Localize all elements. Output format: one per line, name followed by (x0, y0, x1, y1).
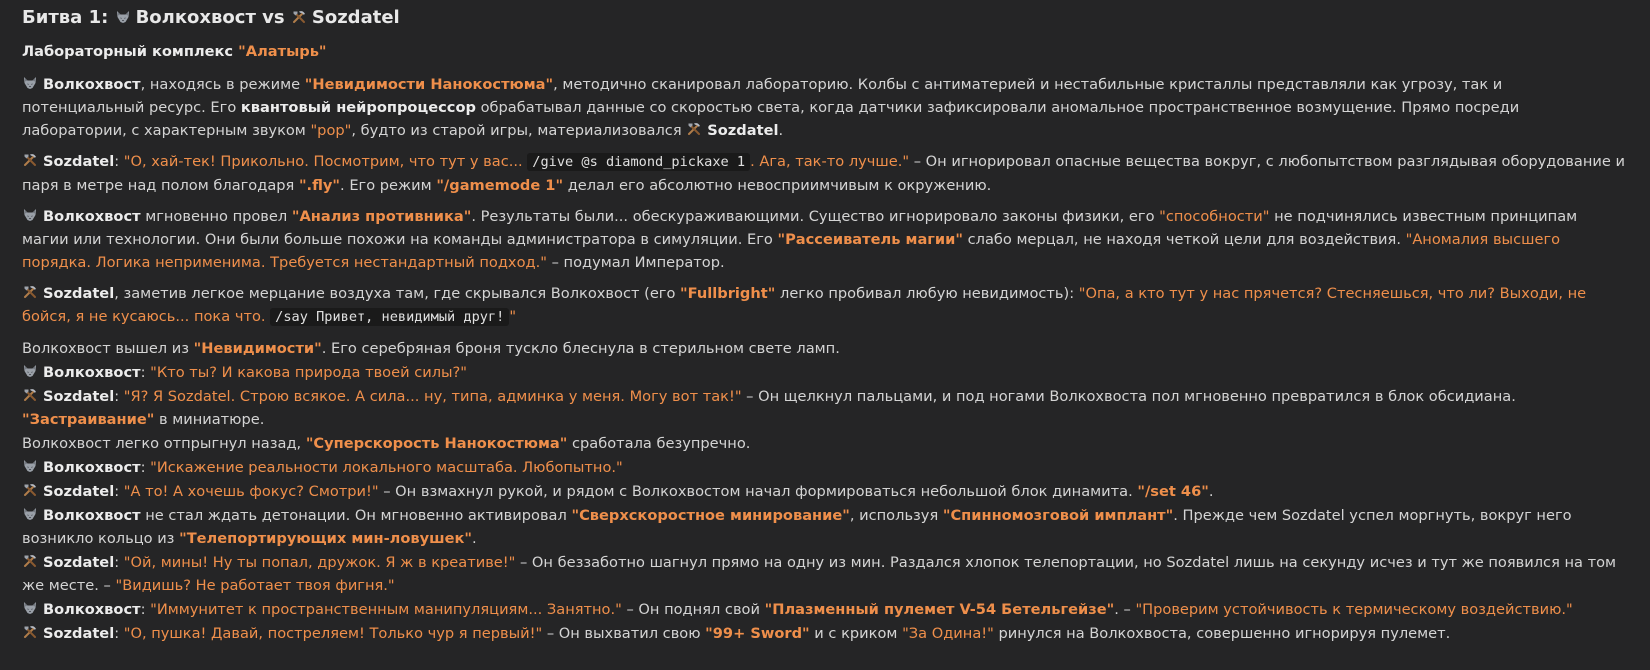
quote: "Видишь? Не работает твоя фигня." (115, 577, 395, 594)
line-9 (22, 598, 1628, 621)
speaker-name: Волкохвост (43, 601, 141, 618)
quote: "Аномалия высшего порядка. Логика неприменима. Требуется нестандартный подход." (22, 231, 1561, 271)
highlight: "Суперскорость Нанокостюма" (305, 435, 568, 452)
highlight: "/set 46" (1137, 483, 1209, 500)
line-7 (22, 504, 1628, 550)
line-8 (22, 551, 1628, 597)
speaker-name: Sozdatel (707, 122, 779, 139)
text: . Его режим (340, 177, 437, 194)
text: . – (1114, 601, 1136, 618)
paragraph-3 (22, 205, 1628, 274)
hammer-pick-icon (22, 482, 38, 498)
wolf-icon (22, 363, 38, 379)
line-2 (22, 361, 1628, 384)
text: обрабатывал данные со скоростью света, когда датчики зафиксировали аномальное пространственное возмущение. Прямо посреди лаборатории, с характерным звуком (22, 99, 1520, 139)
wolf-icon (22, 207, 38, 223)
speaker-name: Волкохвост (43, 208, 141, 225)
hammer-pick-icon (22, 284, 38, 300)
quote: "Иммунитет к пространственным манипуляциям... Занятно." (150, 601, 622, 618)
line-5 (22, 456, 1628, 479)
title-fighter1: Волкохвост (135, 7, 256, 28)
wolf-icon (22, 75, 38, 91)
text: легко пробивал любую невидимость): (775, 285, 1079, 302)
wolf-icon (22, 506, 38, 522)
inline-code: /say Привет, невидимый друг! (270, 308, 509, 326)
text: и с криком (809, 625, 903, 642)
wolf-icon (22, 458, 38, 474)
speaker-name: Sozdatel (43, 625, 115, 642)
highlight: "Fullbright" (680, 285, 776, 302)
text: : (140, 459, 151, 476)
speaker-name: Sozdatel (43, 285, 115, 302)
quote: "pop" (310, 122, 352, 139)
text: , заметив легкое мерцание воздуха там, где скрывался Волкохвост (его (114, 285, 681, 302)
highlight: "/gamemode 1" (436, 177, 564, 194)
line-10 (22, 622, 1628, 645)
quote: "Я? Я Sozdatel. Строю всякое. А сила... ну, типа, админка у меня. Могу вот так!" (123, 388, 742, 405)
quote: "О, пушка! Давай, постреляем! Только чур я первый!" (123, 625, 543, 642)
text: . Его серебряная броня тускло блеснула в стерильном свете ламп. (321, 340, 840, 357)
text: Волкохвост вышел из (22, 340, 194, 357)
text: мгновенно провел (140, 208, 292, 225)
highlight: "Рассеиватель магии" (777, 231, 963, 248)
text: : (114, 388, 124, 405)
text: . (1208, 483, 1214, 500)
text: , используя (849, 507, 943, 524)
quote: "Опа, а кто тут у нас прячется? Стесняешься, что ли? Выходи, не бойся, я не кусаюсь... пока что. (22, 285, 1587, 325)
line-4 (22, 432, 1628, 455)
highlight: "Телепортирующих мин-ловушек" (179, 530, 473, 547)
speaker-name: Sozdatel (43, 554, 115, 571)
hammer-pick-icon (22, 553, 38, 569)
text: , будто из старой игры, материализовался (351, 122, 687, 139)
text: : (114, 483, 124, 500)
speaker-name: Волкохвост (43, 364, 141, 381)
text: , находясь в режиме (140, 76, 305, 93)
line-3 (22, 385, 1628, 431)
quote: " (509, 308, 517, 325)
speaker-name: Волкохвост (43, 459, 141, 476)
text: : (140, 601, 151, 618)
text: . Прежде чем Sozdatel успел моргнуть, вокруг него возникло кольцо из (22, 507, 1572, 547)
highlight: "Анализ противника" (291, 208, 472, 225)
text: . Результаты были... обескураживающими. Существо игнорировало законы физики, его (471, 208, 1160, 225)
text: , методично сканировал лабораторию. Колбы с антиматерией и нестабильные кристаллы представляли как угрозу, так и потенциальный ресурс. Его (22, 76, 1503, 116)
hammer-pick-icon (22, 152, 38, 168)
speaker-name: Волкохвост (43, 76, 141, 93)
title-fighter2: Sozdatel (311, 7, 400, 28)
text: : (114, 625, 124, 642)
wolf-icon (22, 600, 38, 616)
text: Волкохвост легко отпрыгнул назад, (22, 435, 306, 452)
paragraph-1 (22, 73, 1628, 142)
text: – Он игнорировал опасные вещества вокруг, с любопытством разглядывая оборудование и паря в метре над полом благодаря (22, 153, 1625, 194)
quote: "Искажение реальности локального масштаба. Любопытно." (150, 459, 623, 476)
quote: "О, хай-тек! Прикольно. Посмотрим, что тут у вас... (123, 153, 528, 170)
highlight: "Плазменный пулемет V-54 Бетельгейзе" (764, 601, 1115, 618)
text: делал его абсолютно невосприимчивым к окружению. (563, 177, 992, 194)
quote: "Кто ты? И какова природа твоей силы?" (150, 364, 468, 381)
highlight: "99+ Sword" (705, 625, 810, 642)
text: : (114, 153, 124, 170)
quote: "способности" (1159, 208, 1270, 225)
quote: "А то! А хочешь фокус? Смотри!" (123, 483, 379, 500)
quote: "За Одина!" (902, 625, 994, 642)
highlight: "Невидимости Нанокостюма" (304, 76, 554, 93)
quote: "Ой, мины! Ну ты попал, дружок. Я ж в креативе!" (123, 554, 516, 571)
speaker-name: Sozdatel (43, 483, 115, 500)
text: не стал ждать детонации. Он мгновенно активировал (140, 507, 572, 524)
text: : (140, 364, 151, 381)
quote: "Проверим устойчивость к термическому воздействию." (1135, 601, 1573, 618)
text: – подумал Император. (546, 254, 725, 271)
title-prefix: Битва 1: (22, 7, 115, 28)
title-vs: vs (255, 7, 291, 28)
text: – Он поднял свой (621, 601, 765, 618)
hammer-pick-icon (22, 624, 38, 640)
hammer-pick-icon (22, 387, 38, 403)
highlight: "Застраивание" (22, 411, 155, 428)
inline-code: /give @s diamond_pickaxe 1 (527, 153, 750, 171)
highlight: "Невидимости" (193, 340, 322, 357)
text: – Он взмахнул рукой, и рядом с Волкохвостом начал формироваться небольшой блок динамита. (378, 483, 1138, 500)
location-line (22, 40, 1628, 63)
speaker-name: Волкохвост (43, 507, 141, 524)
speaker-name: Sozdatel (43, 153, 115, 170)
paragraph-2 (22, 150, 1628, 197)
text: . (778, 122, 784, 139)
text: – Он выхватил свою (542, 625, 706, 642)
location-name: "Алатырь" (238, 43, 327, 60)
highlight: "Сверхскоростное минирование" (571, 507, 850, 524)
text: : (114, 554, 124, 571)
text: сработала безупречно. (567, 435, 751, 452)
text: ринулся на Волкохвоста, совершенно игнорируя пулемет. (993, 625, 1451, 642)
speaker-name: Sozdatel (43, 388, 115, 405)
text: . (472, 530, 477, 547)
line-1 (22, 337, 1628, 360)
bold-text: квантовый нейропроцессор (240, 99, 476, 116)
battle-title (22, 6, 1628, 30)
text: слабо мерцал, не находя четкой цели для воздействия. (962, 231, 1406, 248)
paragraph-4 (22, 282, 1628, 329)
text: в миниатюре. (154, 411, 265, 428)
hammer-pick-icon (686, 121, 702, 137)
highlight: "Спинномозговой имплант" (942, 507, 1174, 524)
text: – Он щелкнул пальцами, и под ногами Волкохвоста пол мгновенно превратился в блок обсидиана. (741, 388, 1516, 405)
wolf-icon (115, 9, 131, 25)
quote: . Ага, так-то лучше." (750, 153, 910, 170)
text: не подчинялись известным принципам магии или технологии. Они были больше похожи на команды администратора в симуляции. Его (22, 208, 1578, 248)
highlight: ".fly" (298, 177, 341, 194)
hammer-pick-icon (291, 9, 307, 25)
line-6 (22, 480, 1628, 503)
location-label: Лабораторный комплекс (22, 43, 239, 60)
text: – Он беззаботно шагнул прямо на одну из мин. Раздался хлопок телепортации, но Sozdatel лишь на секунду исчез и тут же появился на том же месте. – (22, 554, 1617, 594)
